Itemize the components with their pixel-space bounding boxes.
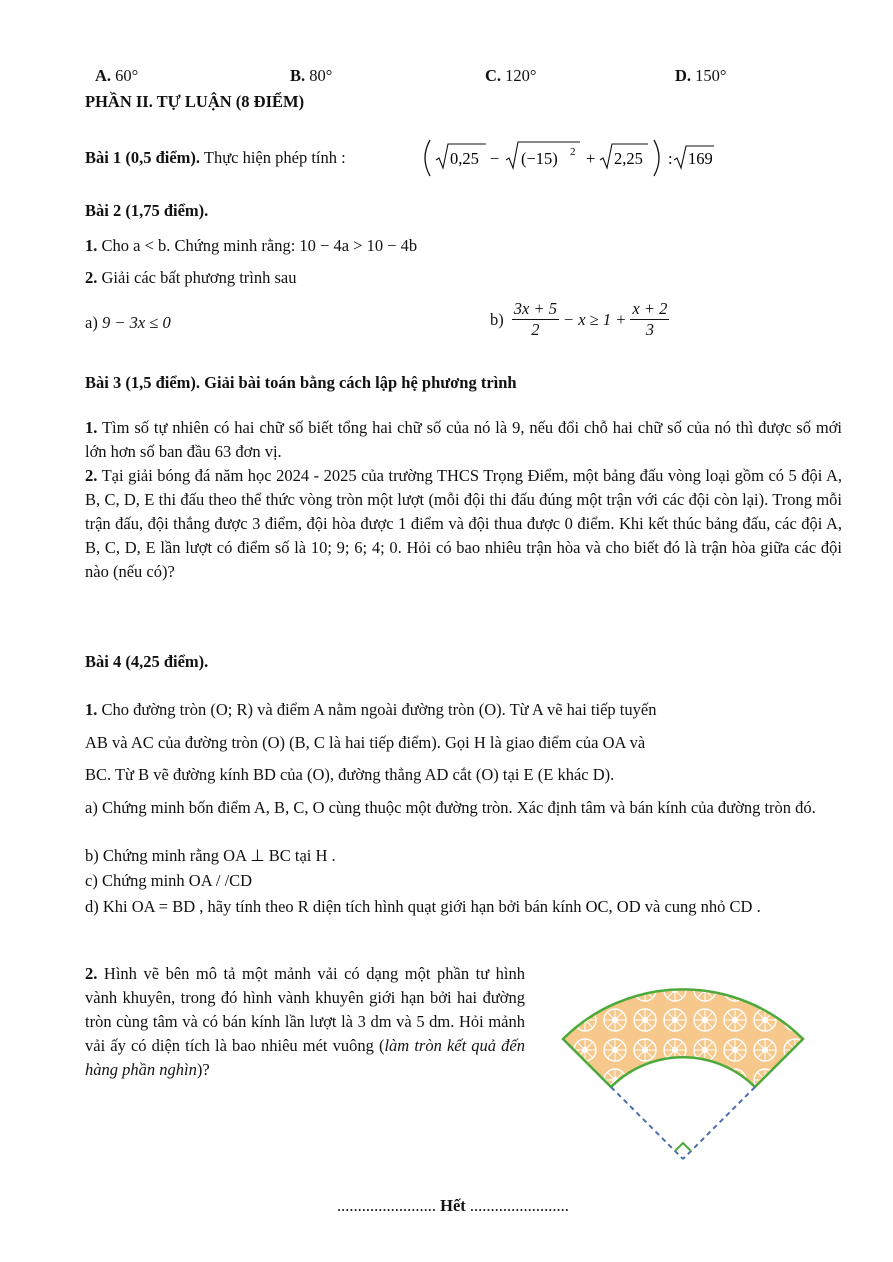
bai4-paragraph-2 — [85, 962, 525, 1082]
item-number: 1. — [85, 700, 98, 719]
fraction-2 — [630, 299, 669, 340]
choice-value: 120° — [505, 66, 537, 85]
footer-end — [337, 1196, 569, 1216]
choice-c — [485, 66, 537, 86]
bai1-expression — [418, 136, 718, 180]
bai4-p1-line1 — [85, 700, 656, 720]
bai1-radicand-1: 0,25 — [450, 149, 479, 168]
fraction-1 — [512, 299, 559, 340]
bai4-part-c: c) Chứng minh OA / /CD — [85, 871, 253, 890]
choice-a — [95, 66, 138, 86]
choice-d — [675, 66, 727, 86]
item-number: 1. — [85, 236, 98, 255]
line-text: Cho đường tròn (O; R) và điểm A nằm ngoài đường tròn (O). Từ A vẽ hai tiếp tuyến — [101, 700, 657, 719]
part-label: b) — [490, 309, 504, 329]
choice-letter: C. — [485, 66, 502, 85]
choice-letter: B. — [290, 66, 306, 85]
part-middle: − x ≥ 1 + — [562, 309, 627, 329]
choice-value: 150° — [695, 66, 727, 85]
paragraph-italic: làm tròn kết quả đến hàng phần nghìn — [85, 1036, 525, 1079]
bai4-part-a: a) Chứng minh bốn điểm A, B, C, O cùng thuộc một đường tròn. Xác định tâm và bán kính của đường tròn đó. — [85, 798, 816, 817]
item-text: Giải các bất phương trình sau — [101, 268, 297, 287]
footer-dots-left: ........................ — [337, 1196, 436, 1215]
item-number: 1. — [85, 418, 98, 437]
denominator: 2 — [531, 320, 540, 339]
bai1-radicand-2: (−15) — [521, 149, 558, 168]
numerator: 3x + 5 — [513, 299, 557, 318]
footer-word: Hết — [440, 1196, 466, 1215]
svg-text::: : — [668, 149, 673, 168]
choice-b — [290, 66, 332, 86]
svg-text:−: − — [490, 149, 500, 168]
numerator: x + 2 — [632, 299, 668, 318]
bai3-paragraph-1 — [85, 416, 842, 464]
paragraph-text: Tìm số tự nhiên có hai chữ số biết tổng hai chữ số của nó là 9, nếu đổi chỗ hai chữ số của nó thì được số mới lớn hơn số ban đầu 63 đơn vị. — [85, 418, 843, 461]
bai1-exponent: 2 — [570, 146, 576, 158]
fabric-figure — [540, 975, 830, 1180]
item-number: 2. — [85, 466, 98, 485]
footer-dots-right: ........................ — [469, 1196, 569, 1215]
choice-value: 60° — [115, 66, 139, 85]
item-text: Cho a < b. Chứng minh rằng: 10 − 4a > 10 − 4b — [101, 236, 418, 255]
choice-letter: A. — [95, 66, 112, 85]
bai1-text: Thực hiện phép tính : — [203, 148, 346, 167]
section-title: PHẦN II. TỰ LUẬN (8 ĐIỂM) — [85, 92, 305, 111]
bai2-part-b — [490, 299, 669, 340]
bai4-part-d: d) Khi OA = BD , hãy tính theo R diện tích hình quạt giới hạn bởi bán kính OC, OD và cung nhỏ CD . — [85, 897, 761, 916]
bai1-heading: Bài 1 (0,5 điểm). — [85, 148, 201, 167]
denominator: 3 — [645, 320, 654, 339]
bai1-radicand-4: 169 — [688, 149, 713, 168]
bai3-heading: Bài 3 (1,5 điểm). Giải bài toán bằng cách lập hệ phương trình — [85, 373, 517, 392]
paragraph-text: Hình vẽ bên mô tả một mảnh vải có dạng một phần tư hình vành khuyên, trong đó hình vành khuyên giới hạn bởi hai đường tròn cùng tâm và có bán kính lần lượt là 3 dm và 5 dm. Hỏi mảnh vải ấy có diện tích là bao nhiêu mét vuông ( — [85, 964, 526, 1055]
bai2-part-a — [85, 313, 171, 333]
bai4-part-b: b) Chứng minh rằng OA ⊥ BC tại H . — [85, 846, 336, 865]
part-label: a) — [85, 313, 98, 332]
bai1-line — [85, 148, 346, 168]
item-number: 2. — [85, 964, 98, 983]
bai2-item1 — [85, 236, 417, 256]
paragraph-text: Tại giải bóng đá năm học 2024 - 2025 của trường THCS Trọng Điểm, một bảng đấu vòng loại gồm có 5 đội A, B, C, D, E thi đấu theo thể thức vòng tròn một lượt (mỗi đội thi đấu đúng một trận với các đội còn lại). Trong mỗi trận đấu, đội thắng được 3 điểm, đội hòa được 1 điểm và đội thua được 0 điểm. Khi kết thúc bảng đấu, các đội A, B, C, D, E lần lượt có điểm số là 10; 9; 6; 4; 0. Hỏi có bao nhiêu trận hòa và cho biết đó là trận hòa giữa các đội nào (nếu có)? — [85, 466, 842, 581]
choice-letter: D. — [675, 66, 692, 85]
bai3-paragraph-2 — [85, 464, 842, 584]
bai4-p1-line2: AB và AC của đường tròn (O) (B, C là hai tiếp điểm). Gọi H là giao điểm của OA và — [85, 733, 646, 752]
bai2-item2 — [85, 268, 297, 288]
bai4-heading: Bài 4 (4,25 điểm). — [85, 652, 209, 671]
choice-value: 80° — [309, 66, 333, 85]
paragraph-end: )? — [196, 1060, 210, 1079]
part-expression: 9 − 3x ≤ 0 — [101, 313, 171, 332]
svg-text:+: + — [586, 149, 596, 168]
bai1-radicand-3: 2,25 — [614, 149, 643, 168]
bai4-p1-line3: BC. Từ B vẽ đường kính BD của (O), đường thẳng AD cắt (O) tại E (E khác D). — [85, 765, 615, 784]
bai2-heading: Bài 2 (1,75 điểm). — [85, 201, 209, 220]
item-number: 2. — [85, 268, 98, 287]
